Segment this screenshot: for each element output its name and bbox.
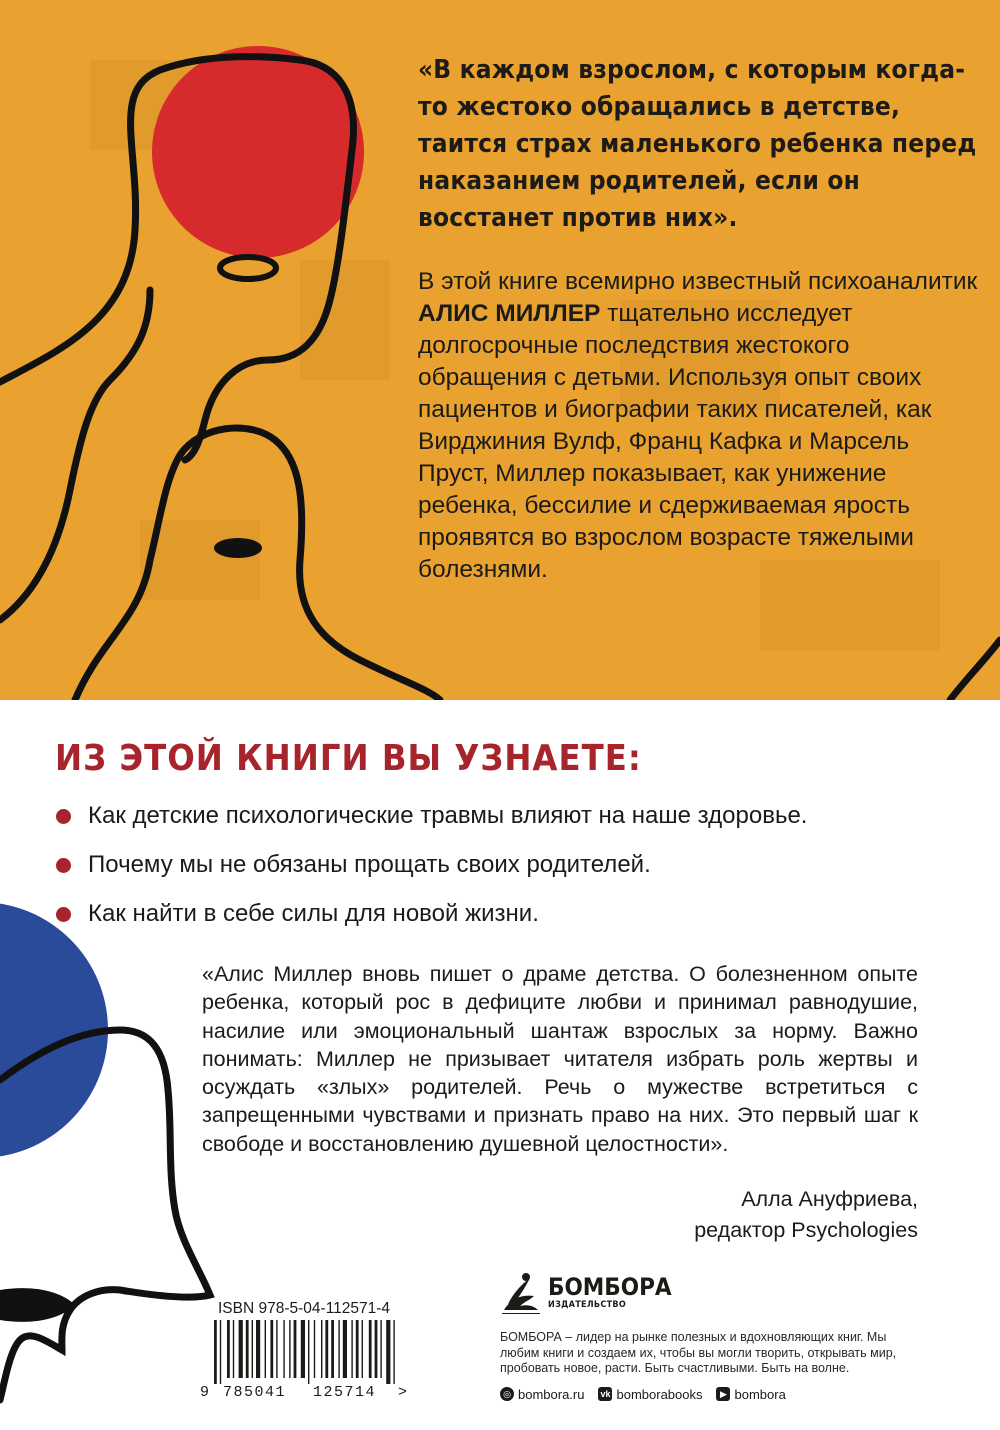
wave-rider-logo-icon: [500, 1270, 542, 1314]
eye-shape-upper: [220, 257, 276, 279]
barcode-bar: [308, 1320, 309, 1384]
learn-point-text: Как найти в себе силы для новой жизни.: [88, 900, 539, 927]
barcode-bars: [214, 1320, 395, 1384]
barcode-bar: [252, 1320, 253, 1378]
social-label: bombora.ru: [518, 1386, 585, 1402]
barcode-bar: [233, 1320, 234, 1378]
reviewer-name: Алла Ануфриева,: [741, 1187, 918, 1211]
publisher-name: БОМБОРА: [548, 1272, 672, 1301]
barcode-bar: [351, 1320, 352, 1378]
barcode-bar: [220, 1320, 221, 1384]
learn-point: [56, 847, 807, 896]
social-link-vk[interactable]: [598, 1387, 702, 1402]
barcode: [200, 1320, 412, 1400]
barcode-bar: [265, 1320, 266, 1378]
barcode-bar: [256, 1320, 260, 1378]
blurb-body: тщательно исследует долгосрочные последствия жестокого обращения с детьми. Используя опыт своих пациентов и биографии таких писателей, как Вирджиния Вулф, Франц Кафка и Марсель Пруст, Миллер показывает, как унижение ребенка, бессилие и сдерживаемая ярость проявятся во взрослом возрасте тяжелыми болезнями.: [418, 300, 932, 583]
figure-outline-right: [950, 640, 1000, 700]
barcode-bar: [356, 1320, 359, 1378]
book-description: [418, 266, 978, 586]
bullet-dot-icon: [56, 858, 71, 873]
red-sun-circle: [152, 46, 364, 258]
barcode-digits-right: 125714: [313, 1384, 377, 1400]
epigraph-quote: «В каждом взрослом, с которым когда-то жестоко обращались в детстве, таится страх маленького ребенка перед наказанием родителей, если он восстанет против них».: [418, 55, 977, 233]
learn-point-text: Почему мы не обязаны прощать своих родителей.: [88, 851, 651, 878]
learn-points-list: [56, 798, 807, 945]
barcode-bar: [294, 1320, 297, 1378]
barcode-bar: [362, 1320, 363, 1378]
barcode-digit-first: 9: [200, 1384, 210, 1400]
barcode-bar: [239, 1320, 243, 1378]
learn-heading: ИЗ ЭТОЙ КНИГИ ВЫ УЗНАЕТЕ:: [55, 738, 642, 779]
author-name: АЛИС МИЛЛЕР: [418, 300, 601, 327]
barcode-bar: [270, 1320, 273, 1378]
eye-shape-lower: [214, 538, 262, 558]
isbn-label: ISBN 978-5-04-112571-4: [218, 1300, 391, 1317]
barcode-bar: [301, 1320, 305, 1378]
publisher-block: [500, 1268, 920, 1402]
publisher-logo: [500, 1268, 920, 1316]
bullet-dot-icon: [56, 809, 71, 824]
youtube-telegram-icon: ▶: [716, 1387, 730, 1401]
publisher-socials: [500, 1387, 920, 1402]
barcode-bar: [380, 1320, 381, 1378]
publisher-description: БОМБОРА – лидер на рынке полезных и вдохновляющих книг. Мы любим книги и создаем их, чтобы вы могли творить, открывать мир, пробовать новое, расти. Быть счастливыми. Быть на волне.: [500, 1330, 897, 1375]
globe-icon: ◎: [500, 1387, 514, 1401]
barcode-bar: [314, 1320, 315, 1378]
blurb-intro: В этой книге всемирно известный психоаналитик: [418, 268, 978, 295]
barcode-bar: [393, 1320, 394, 1384]
barcode-bar: [338, 1320, 339, 1378]
barcode-bar: [343, 1320, 347, 1378]
learn-point: [56, 798, 807, 847]
social-link-youtube-telegram[interactable]: [716, 1387, 785, 1402]
barcode-bar: [246, 1320, 249, 1378]
barcode-bar: [289, 1320, 290, 1378]
vk-icon: vk: [600, 1389, 611, 1399]
review-signature: [694, 1184, 918, 1246]
barcode-bar: [321, 1320, 322, 1378]
social-label: bombora: [734, 1386, 786, 1402]
review-quote: «Алис Миллер вновь пишет о драме детства. О болезненном опыте ребенка, который рос в дефиците любви и принимал равнодушие, насилие или эмоциональный шантаж взрослых за норму. Важно понимать: Миллер не призывает читателя избрать роль жертвы и осуждать «злых» родителей. Речь о мужестве встретиться с запрещенными чувствами и признать право на них. Это первый шаг к свободе и восстановлению душевной целостности».: [202, 962, 918, 1156]
barcode-bar: [386, 1320, 390, 1384]
top-illustrated-panel: [0, 0, 1000, 700]
social-label: bomborabooks: [616, 1386, 703, 1402]
barcode-bar: [227, 1320, 230, 1378]
barcode-digit-end: >: [398, 1384, 408, 1400]
barcode-bar: [331, 1320, 334, 1378]
reviewer-role: редактор Psychologies: [694, 1218, 918, 1242]
barcode-bar: [214, 1320, 217, 1384]
publisher-subtitle: ИЗДАТЕЛЬСТВО: [548, 1299, 627, 1310]
barcode-bar: [276, 1320, 277, 1378]
bullet-dot-icon: [56, 907, 71, 922]
barcode-bar: [369, 1320, 372, 1378]
social-link-website[interactable]: [500, 1387, 584, 1402]
barcode-bar: [283, 1320, 284, 1378]
barcode-digits-left: 785041: [223, 1384, 287, 1400]
learn-point-text: Как детские психологические травмы влияют на наше здоровье.: [88, 802, 808, 829]
barcode-bar: [325, 1320, 328, 1378]
barcode-bar: [375, 1320, 378, 1378]
learn-point: [56, 896, 807, 945]
